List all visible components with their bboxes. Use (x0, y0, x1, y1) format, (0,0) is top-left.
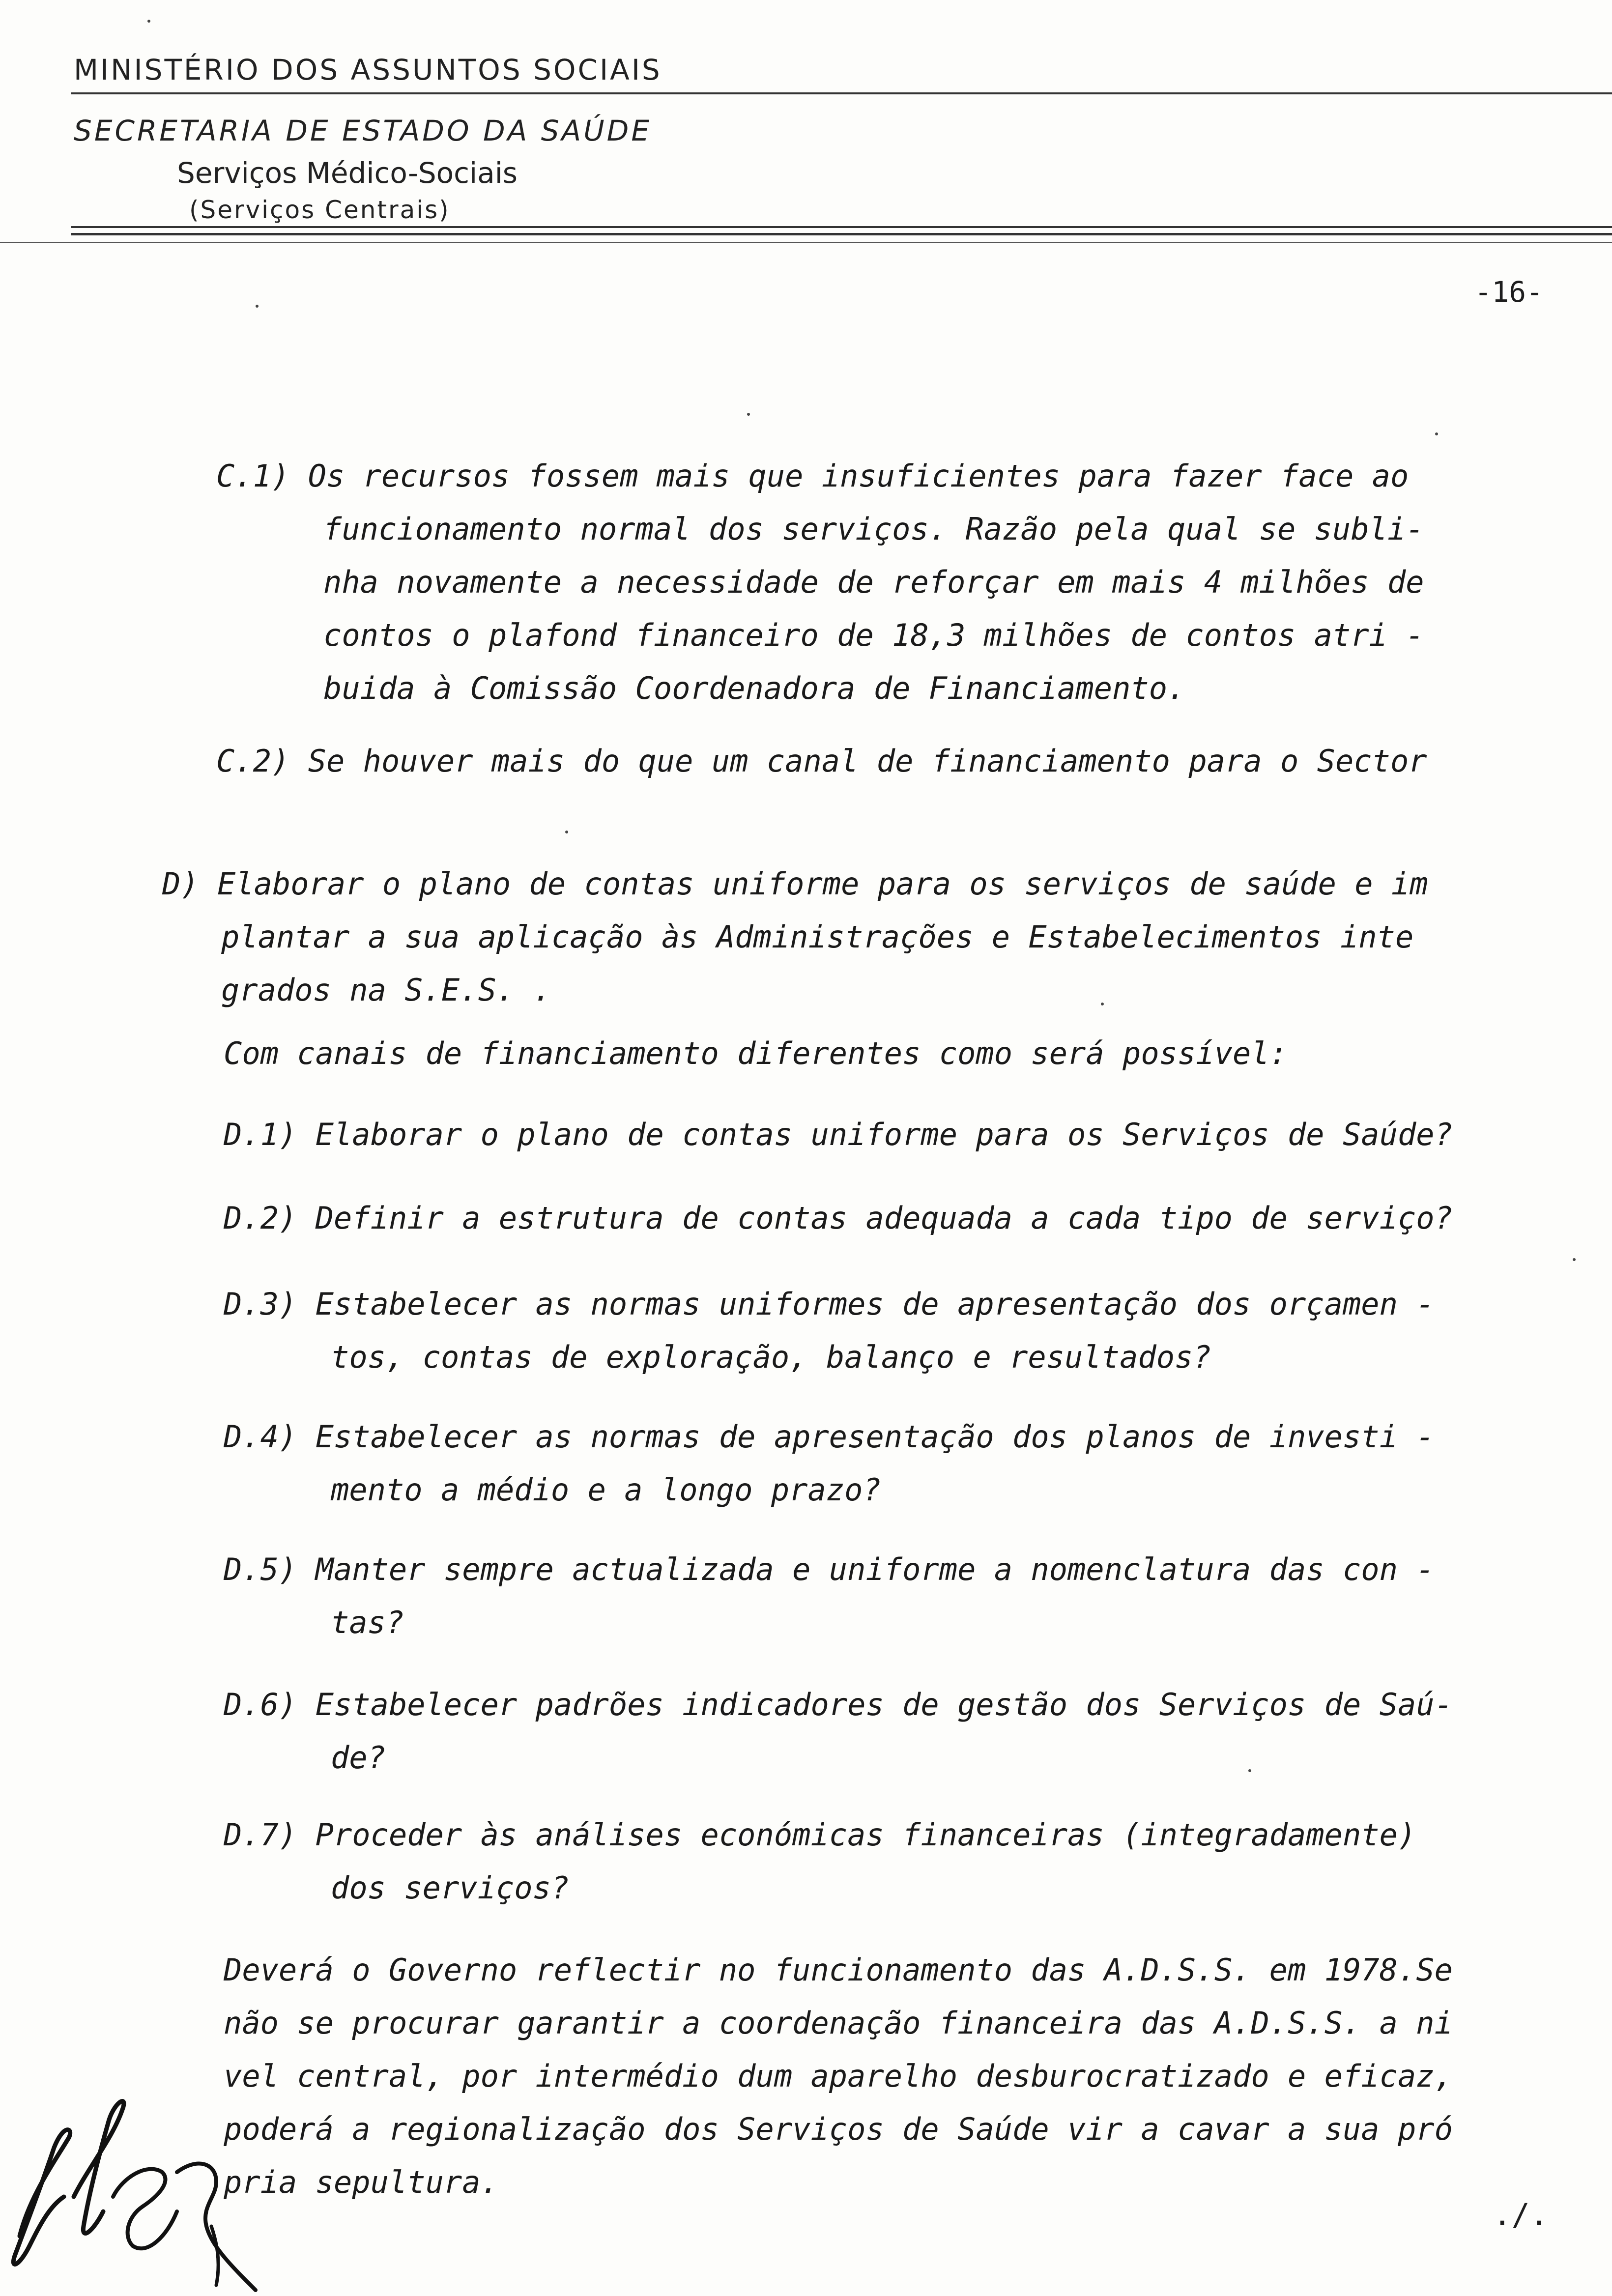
item-d3 (224, 1278, 1435, 1384)
secretariat-name: SECRETARIA DE ESTADO DA SAÚDE (74, 114, 652, 147)
scan-speck (1573, 1258, 1576, 1261)
text-line: Deverá o Governo reflectir no funcionamento das A.D.S.S. em 1978.Se (224, 1952, 1453, 1988)
paragraph-intro (224, 1027, 1288, 1080)
item-d6 (224, 1678, 1453, 1784)
paragraph-conclusion (224, 1944, 1453, 2209)
text-line: funcionamento normal dos serviços. Razão pela qual se subli- (323, 511, 1424, 547)
item-d2 (224, 1192, 1453, 1245)
scan-speck (747, 413, 750, 416)
text-line: vel central, por intermédio dum aparelho desburocratizado e eficaz, (224, 2058, 1453, 2094)
text-line: D.2) Definir a estrutura de contas adequada a cada tipo de serviço? (224, 1200, 1453, 1236)
item-d1 (224, 1108, 1453, 1161)
text-line: pria sepultura. (224, 2164, 499, 2200)
scan-speck (565, 831, 568, 833)
department-subname: (Serviços Centrais) (189, 196, 450, 224)
header-rule (71, 226, 1612, 228)
text-line: não se procurar garantir a coordenação financeira das A.D.S.S. a ni (224, 2005, 1453, 2041)
paragraph-c2 (216, 735, 1427, 788)
text-line: D.6) Estabelecer padrões indicadores de gestão dos Serviços de Saú- (224, 1687, 1453, 1722)
text-line: grados na S.E.S. . (221, 972, 551, 1008)
text-line: contos o plafond financeiro de 18,3 milhões de contos atri - (323, 617, 1424, 653)
scan-speck (1248, 1769, 1251, 1772)
text-line: dos serviços? (331, 1870, 570, 1906)
paragraph-d (162, 858, 1428, 1017)
text-line: tos, contas de exploração, balanço e resultados? (331, 1339, 1211, 1375)
item-d5 (224, 1543, 1435, 1649)
text-line: nha novamente a necessidade de reforçar em mais 4 milhões de (323, 564, 1424, 600)
text-line: Com canais de financiamento diferentes como será possível: (224, 1035, 1288, 1071)
text-line: poderá a regionalização dos Serviços de Saúde vir a cavar a sua pró (224, 2111, 1453, 2147)
text-line: plantar a sua aplicação às Administrações e Estabelecimentos inte (221, 919, 1414, 955)
text-line: D.4) Estabelecer as normas de apresentação dos planos de investi - (224, 1419, 1435, 1455)
scan-speck (147, 20, 150, 23)
item-d7 (224, 1808, 1416, 1915)
text-line: mento a médio e a longo prazo? (331, 1472, 881, 1508)
scan-speck (256, 305, 259, 308)
text-line: buida à Comissão Coordenadora de Financiamento. (323, 670, 1186, 706)
text-line: C.1) Os recursos fossem mais que insuficientes para fazer face ao (216, 458, 1409, 494)
department-name: Serviços Médico-Sociais (177, 156, 518, 190)
header-rule (71, 233, 1612, 235)
continuation-mark: ./. (1493, 2197, 1548, 2233)
text-line: D.5) Manter sempre actualizada e uniforme a nomenclatura das con - (224, 1551, 1435, 1587)
text-line: C.2) Se houver mais do que um canal de financiamento para o Sector (216, 743, 1427, 779)
text-line: D.7) Proceder às análises económicas financeiras (integradamente) (224, 1817, 1416, 1853)
handwritten-signature (0, 2049, 275, 2295)
ministry-name: MINISTÉRIO DOS ASSUNTOS SOCIAIS (74, 53, 662, 86)
text-line: D.3) Estabelecer as normas uniformes de apresentação dos orçamen - (224, 1286, 1435, 1322)
scan-speck (1101, 1003, 1104, 1005)
header-rule (71, 92, 1612, 94)
item-d4 (224, 1410, 1435, 1517)
text-line: de? (331, 1740, 386, 1776)
text-line: tas? (331, 1605, 404, 1640)
paragraph-c1 (216, 450, 1424, 715)
page-number: -16- (1474, 275, 1543, 309)
header-rule (0, 242, 1612, 243)
scan-speck (1435, 432, 1438, 435)
text-line: D) Elaborar o plano de contas uniforme para os serviços de saúde e im (162, 866, 1428, 902)
text-line: D.1) Elaborar o plano de contas uniforme para os Serviços de Saúde? (224, 1117, 1453, 1152)
